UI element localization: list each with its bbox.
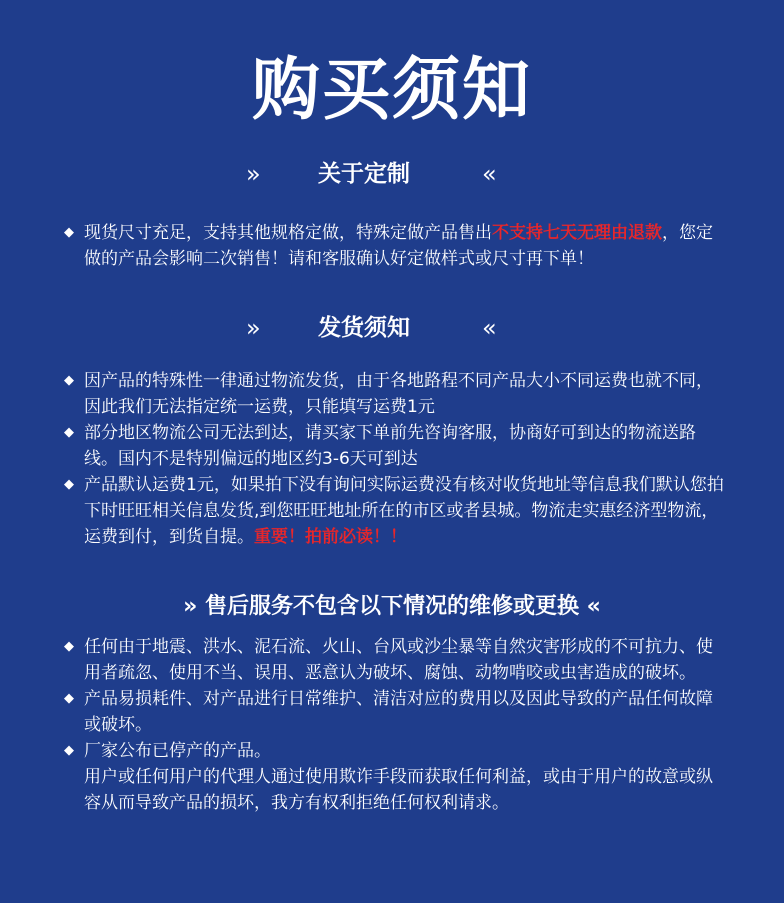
item-text: 部分地区物流公司无法到达，请买家下单前先咨询客服，协商好可到达的物流送路线。国内不是特别偏远的地区约3-6天可到达 bbox=[84, 423, 696, 469]
chevron-left-icon: « bbox=[482, 314, 497, 342]
section-aftersales-body bbox=[64, 634, 724, 816]
item-text: 产品易损耗件、对产品进行日常维护、清洁对应的费用以及因此导致的产品任何故障或破坏。 bbox=[84, 689, 713, 735]
aftersales-footer-text: 用户或任何用户的代理人通过使用欺诈手段而获取任何利益，或由于用户的故意或纵容从而导致产品的损坏，我方有权利拒绝任何权利请求。 bbox=[84, 767, 713, 813]
chevron-right-icon: » bbox=[183, 594, 198, 619]
item-text: 因产品的特殊性一律通过物流发货，由于各地路程不同产品大小不同运费也就不同，因此我们无法指定统一运费，只能填写运费1元 bbox=[84, 371, 713, 417]
chevron-right-icon: » bbox=[246, 160, 261, 188]
section-heading-aftersales bbox=[0, 590, 784, 624]
item-text-after: ，您定做的产品会影响二次销售！请和客服确认好定做样式或尺寸再下单！ bbox=[84, 223, 713, 269]
item-text: 现货尺寸充足，支持其他规格定做，特殊定做产品售出 bbox=[84, 223, 492, 243]
item-text: 产品默认运费1元，如果拍下没有询问实际运费没有核对收货地址等信息我们默认您拍下时旺旺相关信息发货,到您旺旺地址所在的市区或者县城。物流走实惠经济型物流，运费到付，到货自提。 bbox=[84, 475, 724, 547]
diamond-bullet-icon: ◆ bbox=[64, 477, 74, 492]
section-label: 关于定制 bbox=[318, 161, 410, 187]
section-shipping-body bbox=[64, 368, 724, 550]
diamond-bullet-icon: ◆ bbox=[64, 425, 74, 440]
warning-highlight: 不支持七天无理由退款 bbox=[492, 223, 662, 243]
item-text: 厂家公布已停产的产品。 bbox=[84, 741, 271, 761]
list-item bbox=[64, 634, 724, 686]
chevron-right-icon: » bbox=[246, 314, 261, 342]
diamond-bullet-icon: ◆ bbox=[64, 743, 74, 758]
section-label: 售后服务不包含以下情况的维修或更换 bbox=[204, 594, 579, 619]
section-heading-custom bbox=[0, 157, 784, 191]
list-item bbox=[64, 368, 724, 420]
list-item bbox=[64, 472, 724, 550]
list-item bbox=[64, 420, 724, 472]
section-heading-shipping bbox=[0, 311, 784, 345]
warning-highlight: 重要！拍前必读！！ bbox=[254, 527, 407, 547]
list-item bbox=[64, 686, 724, 738]
section-label: 发货须知 bbox=[318, 315, 410, 341]
diamond-bullet-icon: ◆ bbox=[64, 225, 74, 240]
chevron-left-icon: « bbox=[482, 160, 497, 188]
diamond-bullet-icon: ◆ bbox=[64, 691, 74, 706]
diamond-bullet-icon: ◆ bbox=[64, 639, 74, 654]
chevron-left-icon: « bbox=[586, 594, 601, 619]
list-item bbox=[64, 738, 724, 764]
section-custom-body bbox=[64, 220, 724, 272]
item-text: 任何由于地震、洪水、泥石流、火山、台风或沙尘暴等自然灾害形成的不可抗力、使用者疏忽、使用不当、误用、恶意认为破坏、腐蚀、动物啃咬或虫害造成的破坏。 bbox=[84, 637, 713, 683]
page-title: 购买须知 bbox=[251, 51, 532, 130]
list-item bbox=[64, 220, 724, 272]
diamond-bullet-icon: ◆ bbox=[64, 373, 74, 388]
